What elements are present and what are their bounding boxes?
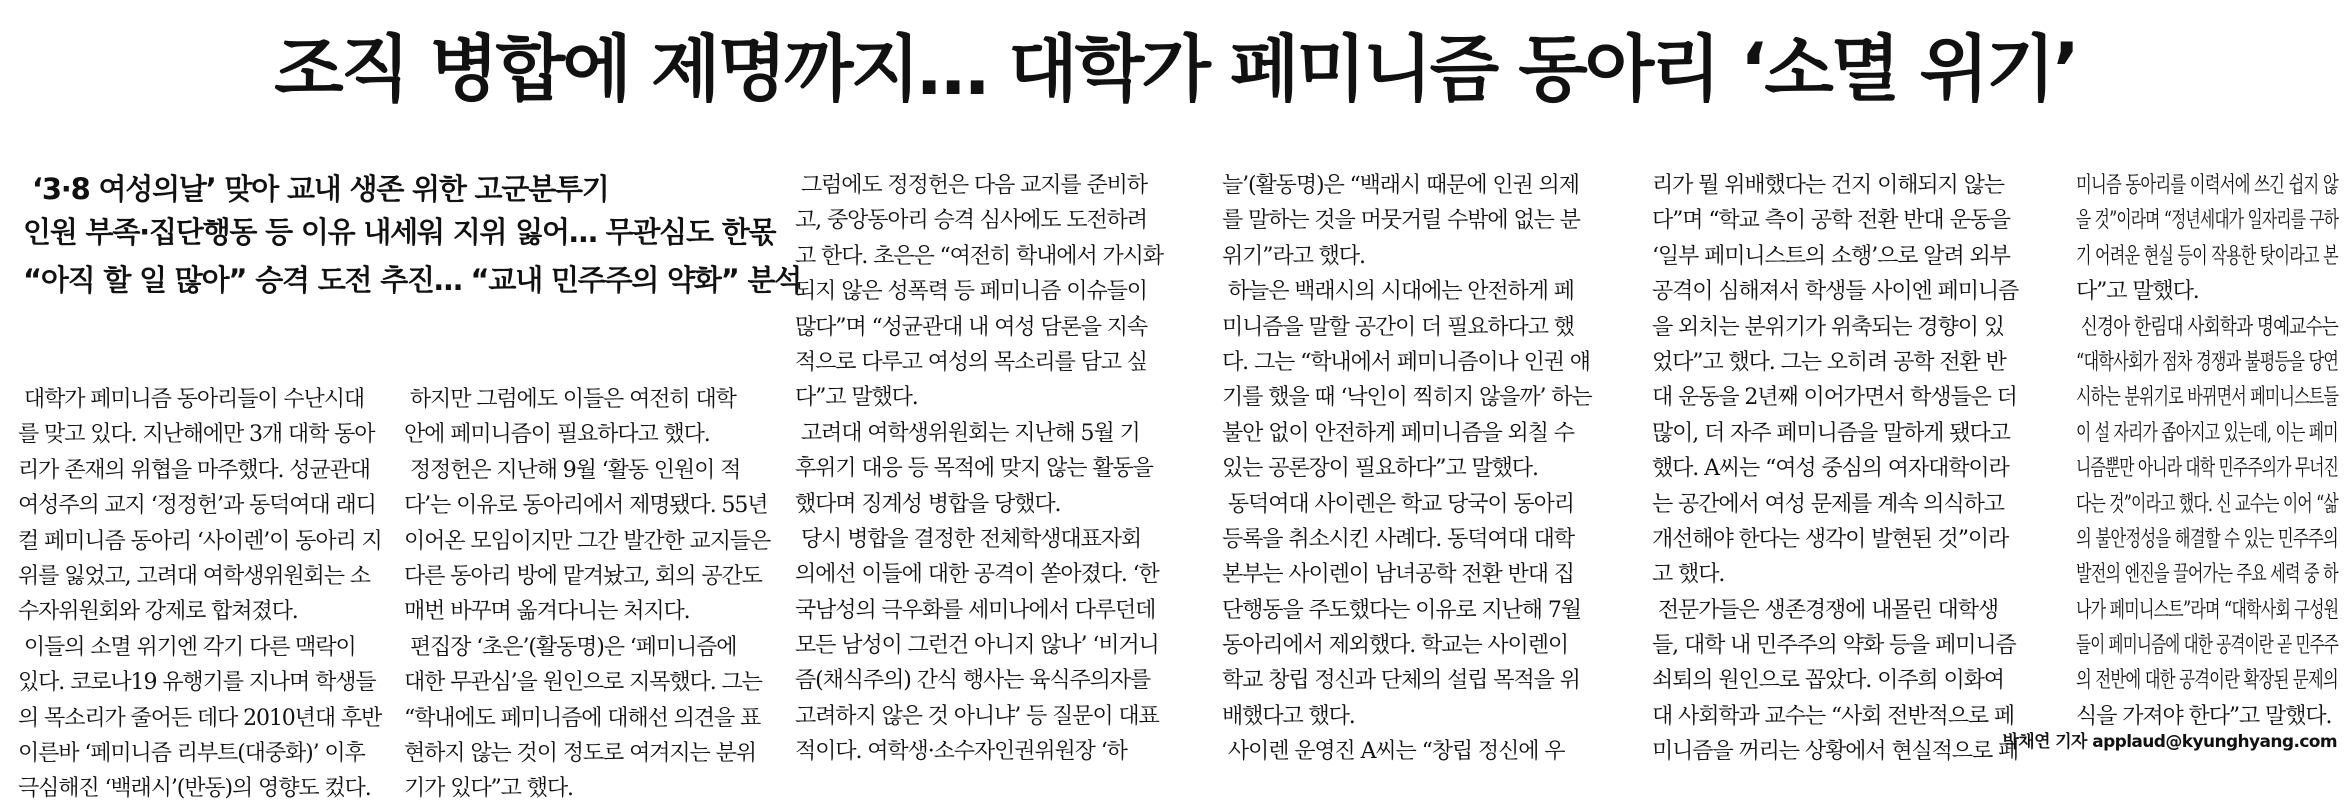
article-text-line: 하지만 그럼에도 이들은 여전히 대학 <box>404 387 736 412</box>
article-text-line: 기가 있다”고 했다. <box>404 776 573 802</box>
article-text-line: 등록을 취소시킨 사례다. 동덕여대 대학 <box>1222 526 1574 552</box>
article-column-4 <box>1222 168 1627 770</box>
article-text-line: 매번 바꾸며 옮겨다니는 처지다. <box>404 599 690 625</box>
article-text-line: ‘일부 페미니스트의 소행’으로 알려 외부 <box>1652 243 2010 269</box>
headline: 조직 병합에 제명까지… 대학가 페미니즘 동아리 ‘소멸 위기’ <box>274 26 2077 111</box>
article-text-line: 현하지 않는 것이 정도로 여겨지는 분위 <box>404 740 756 766</box>
article-text-line: 의 전반에 대한 공격이란 확장된 문제의 <box>2076 668 2338 694</box>
article-text-line: 의에선 이들에 대한 공격이 쏟아졌다. ‘한 <box>795 562 1159 588</box>
article-column-2 <box>404 382 770 807</box>
article-text-line: 불안 없이 안전하게 페미니즘을 외칠 수 <box>1222 420 1574 446</box>
byline: 박채연 기자 applaud@kyunghyang.com <box>2002 732 2337 752</box>
article-text-line: 다’는 이유로 동아리에서 제명됐다. 55년 <box>404 493 768 519</box>
article-text-line: 단행동을 주도했다는 이유로 지난해 7월 <box>1222 597 1581 623</box>
article-text-line: 극심해진 ‘백래시’(반동)의 영향도 컸다. <box>18 776 371 802</box>
article-text-line: 는 공간에서 여성 문제를 계속 의식하고 <box>1652 491 2004 517</box>
article-text-line: 리가 뭘 위배했다는 건지 이해되지 않는 <box>1652 173 2004 198</box>
article-text-line: 다는 것”이라고 했다. 신 교수는 이어 “삶 <box>2076 491 2338 517</box>
article-text-line: 대 운동을 2년째 이어가면서 학생들은 더 <box>1652 385 2017 411</box>
article-text-line: 고려하지 않은 것 아니냐’ 등 질문이 대표 <box>795 703 1159 729</box>
article-text-line: 했다. A씨는 “여성 중심의 여자대학이라 <box>1652 456 2009 482</box>
article-text-line: 공격이 심해져서 학생들 사이엔 페미니즘 <box>1652 279 2019 305</box>
article-text-line: 들이 페미니즘에 대한 공격이란 곧 민주주 <box>2076 633 2339 659</box>
article-text-line: 다”고 말했다. <box>795 385 918 411</box>
article-text-line: 다”며 “학교 측이 공학 전환 반대 운동을 <box>1652 208 2010 234</box>
article-text-line: 고 했다. <box>1652 562 1725 588</box>
article-text-line: 를 맞고 있다. 지난해에만 3개 대학 동아 <box>18 422 375 448</box>
article-text-line: 이 설 자리가 좁아지고 있는데, 이는 페미 <box>2076 420 2338 446</box>
article-text-line: 을 외치는 분위기가 위축되는 경향이 있 <box>1652 314 2004 340</box>
article-text-line: 고려대 여학생위원회는 지난해 5월 기 <box>795 420 1140 446</box>
article-text-line: 후위기 대응 등 목적에 맞지 않는 활동을 <box>795 456 1153 482</box>
article-text-line: 고, 중앙동아리 승격 심사에도 도전하려 <box>795 208 1147 234</box>
article-text-line: 고 한다. 초은은 “여전히 학내에서 가시화 <box>795 243 1163 269</box>
article-text-line: 의 불안정성을 해결할 수 있는 민주주의 <box>2076 526 2338 552</box>
article-text-line: 하늘은 백래시의 시대에는 안전하게 페 <box>1222 279 1574 305</box>
article-text-line: “학내에도 페미니즘에 대해선 의견을 표 <box>404 705 761 731</box>
article-text-line: 을 것”이라며 “정년세대가 일자리를 구하 <box>2076 208 2339 234</box>
article-text-line: 안에 페미니즘이 필요하다고 했다. <box>404 422 710 448</box>
article-text-line: 개선해야 한다는 생각이 발현된 것”이라 <box>1652 526 2009 552</box>
article-text-line: 미니즘 동아리를 이력서에 쓰긴 쉽지 않 <box>2076 173 2338 198</box>
article-text-line: 다. 그는 “학내에서 페미니즘이나 인권 얘 <box>1222 349 1590 375</box>
article-text-line: 이들의 소멸 위기엔 각기 다른 맥락이 <box>18 634 356 660</box>
article-text-line: 신경아 한림대 사회학과 명예교수는 <box>2076 314 2338 340</box>
article-text-line: 시하는 분위기로 바뀌면서 페미니스트들 <box>2076 385 2339 411</box>
article-column-3 <box>795 168 1200 770</box>
article-text-line: 당시 병합을 결정한 전체학생대표자회 <box>795 526 1142 552</box>
article-text-line: 많다”며 “성균관대 내 여성 담론을 지속 <box>795 314 1148 340</box>
article-text-line: 있다. 코로나19 유행기를 지나며 학생들 <box>18 670 376 696</box>
article-text-line: 대한 무관심’을 원인으로 지목했다. 그는 <box>404 670 762 696</box>
article-text-line: 미니즘을 꺼리는 상황에서 현실적으로 페 <box>1652 739 2019 765</box>
article-text-line: 의 목소리가 줄어든 데다 2010년대 후반 <box>18 705 382 731</box>
article-text-line: 학교 창립 정신과 단체의 설립 목적을 위 <box>1222 668 1580 694</box>
article-column-1 <box>18 382 384 807</box>
article-text-line: 본부는 사이렌이 남녀공학 전환 반대 집 <box>1222 562 1574 588</box>
article-text-line: 다”고 말했다. <box>2076 279 2199 305</box>
kicker: ‘3·8 여성의날’ 맞아 교내 생존 위한 고군분투기 <box>32 172 609 206</box>
article-text-line: 기를 했을 때 ‘낙인이 찍히지 않을까’ 하는 <box>1222 385 1592 411</box>
article-text-line: 있는 공론장이 필요하다”고 말했다. <box>1222 456 1538 482</box>
subheadline-block <box>18 170 802 304</box>
article-text-line: 수자위원회와 강제로 합쳐졌다. <box>18 599 298 625</box>
article-text-line: 사이렌 운영진 A씨는 “창립 정신에 우 <box>1222 739 1565 765</box>
article-text-line: 여성주의 교지 ‘정정헌’과 동덕여대 래디 <box>18 493 376 519</box>
article-text-line: 적으로 다루고 여성의 목소리를 담고 싶 <box>795 349 1147 375</box>
article-text-line: 발전의 엔진을 끌어가는 주요 세력 중 하 <box>2076 562 2338 588</box>
article-text-line: 동아리에서 제외했다. 학교는 사이렌이 <box>1222 633 1569 659</box>
article-text-line: 동덕여대 사이렌은 학교 당국이 동아리 <box>1222 491 1574 517</box>
article-text-line: 모든 남성이 그런건 아니지 않나’ ‘비거니 <box>795 633 1159 659</box>
article-text-line: 컬 페미니즘 동아리 ‘사이렌’이 동아리 지 <box>18 528 382 554</box>
article-text-line: 미니즘을 말할 공간이 더 필요하다고 했 <box>1222 314 1574 340</box>
article-text-line: 쇠퇴의 원인으로 꼽았다. 이주희 이화여 <box>1652 668 2004 694</box>
article-text-line: “대학사회가 점차 경쟁과 불평등을 당연 <box>2076 349 2339 375</box>
article-text-line: 위를 잃었고, 고려대 여학생위원회는 소 <box>18 563 370 589</box>
article-text-line: 리가 존재의 위협을 마주했다. 성균관대 <box>18 457 370 483</box>
article-text-line: 국남성의 극우화를 세미나에서 다루던데 <box>795 597 1156 623</box>
article-text-line: 들, 대학 내 민주주의 약화 등을 페미니즘 <box>1652 633 2016 659</box>
article-text-line: 편집장 ‘초은’(활동명)은 ‘페미니즘에 <box>404 634 737 660</box>
article-text-line: 적이다. 여학생·소수자인권위원장 ‘하 <box>795 739 1127 765</box>
article-text-line: 다른 동아리 방에 맡겨놨고, 회의 공간도 <box>404 563 762 589</box>
article-text-line: 이른바 ‘페미니즘 리부트(대중화)’ 이후 <box>18 740 365 766</box>
article-column-6 <box>2076 168 2338 734</box>
subheadline-2: “아직 할 일 많아” 승격 도전 추진… “교내 민주주의 약화” 분석 <box>23 263 802 297</box>
article-text-line: 전문가들은 생존경쟁에 내몰린 대학생 <box>1652 597 1999 623</box>
article-text-line: 배했다고 했다. <box>1222 703 1355 729</box>
article-text-line: 되지 않은 성폭력 등 페미니즘 이슈들이 <box>795 279 1147 305</box>
article-text-line: 했다며 징계성 병합을 당했다. <box>795 491 1061 517</box>
article-text-line: 위기”라고 했다. <box>1222 243 1365 269</box>
article-text-line: 많이, 더 자주 페미니즘을 말하게 됐다고 <box>1652 420 2010 446</box>
article-text-line: 기 어려운 현실 등이 작용한 탓이라고 본 <box>2076 243 2338 269</box>
article-text-line: 그럼에도 정정헌은 다음 교지를 준비하 <box>795 173 1147 198</box>
article-text-line: 었다”고 했다. 그는 오히려 공학 전환 반 <box>1652 349 2006 375</box>
article-text-line: 정정헌은 지난해 9월 ‘활동 인원이 적 <box>404 457 741 483</box>
article-text-line: 를 말하는 것을 머뭇거릴 수밖에 없는 분 <box>1222 208 1580 234</box>
article-text-line: 나가 페미니스트”라며 “대학사회 구성원 <box>2076 597 2339 623</box>
article-text-line: 대학가 페미니즘 동아리들이 수난시대 <box>18 387 365 412</box>
article-text-line: 대 사회학과 교수는 “사회 전반적으로 페 <box>1652 703 2015 729</box>
article-text-line: 니즘뿐만 아니라 대학 민주주의가 무너진 <box>2076 456 2339 482</box>
subheadline-1: 인원 부족·집단행동 등 이유 내세워 지위 잃어… 무관심도 한몫 <box>23 215 776 249</box>
article-text-line: 즘(채식주의) 간식 행사는 육식주의자를 <box>795 668 1151 694</box>
article-text-line: 늘’(활동명)은 “백래시 때문에 인권 의제 <box>1222 173 1579 198</box>
article-text-line: 이어온 모임이지만 그간 발간한 교지들은 <box>404 528 771 554</box>
article-text-line: 식을 가져야 한다”고 말했다. <box>2076 703 2332 729</box>
article-column-5 <box>1652 168 2057 770</box>
